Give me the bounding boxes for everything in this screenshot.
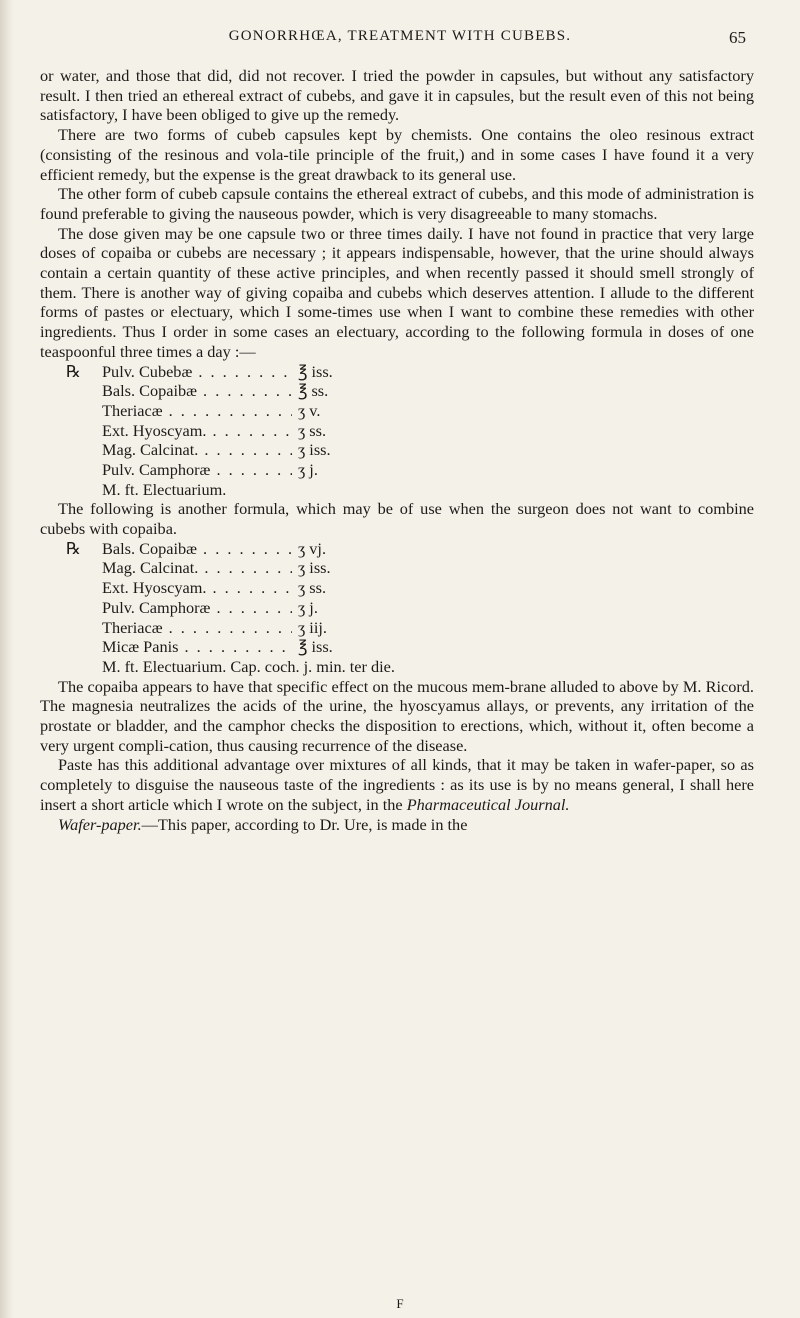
formula-closing: M. ft. Electuarium. [102,479,227,499]
ingredient-amount: ʒ ss. [298,578,327,598]
formula-1-row [40,381,754,401]
page-binding-edge [0,0,14,1318]
ingredient-amount: ʒ vj. [298,538,327,558]
formula-2-closing [40,657,754,677]
ingredient-amount: ʒ ss. [298,420,327,440]
ingredient-name: Pulv. Cubebæ . . . [102,362,292,382]
journal-title: Pharmaceutical Journal. [406,794,570,814]
ingredient-name: Mag. Calcinat. . . . [102,558,292,578]
paragraph-between: The following is another formula, which may be of use when the surgeon does not want to combine cubebs with copaiba. [40,499,754,539]
body-text [40,66,754,834]
formula-2-row [40,578,754,598]
ingredient-amount: ℥ iss. [298,361,333,381]
paragraph-3: The other form of cubeb capsule contains the ethereal extract of cubebs, and this mode of administration is found preferable to giving the nauseous powder, which is very disagreeable to many stomachs. [40,184,754,223]
recipe-symbol: ℞ [66,538,81,558]
ingredient-name: Pulv. Camphoræ . . . [102,460,292,480]
formula-1-row [40,401,754,421]
formula-2 [40,539,754,677]
paste-text: Paste has this additional advantage over mixtures of all kinds, that it may be taken in wafer-paper, so as completely to disguise the nauseous taste of the ingredients : as its use is by no means general, I shall here insert a short article which I wrote on the subject, in the [40,755,754,814]
ingredient-amount: ℥ iss. [298,637,333,657]
formula-2-row [40,637,754,657]
ingredient-name: Bals. Copaibæ . . . [102,381,292,401]
paragraph-after: The copaiba appears to have that specific effect on the mucous mem-brane alluded to above by M. Ricord. The magnesia neutralizes the acids of the urine, the hyoscyamus allays, or prevents, any irritation of the prostate or bladder, and the camphor checks the disposition to erections, which, without it, often become a very urgent compli-cation, thus causing recurrence of the disease. [40,676,754,755]
ingredient-amount: ʒ j. [298,459,318,479]
formula-1-row [40,362,754,382]
formula-1-row [40,460,754,480]
ingredient-name: Ext. Hyoscyam. . . . [102,578,292,598]
ingredient-name: Micæ Panis . . . [102,637,292,657]
ingredient-name: Theriacæ . . . [102,401,292,421]
page-number: 65 [729,28,746,47]
formula-1 [40,362,754,500]
ingredient-name: Bals. Copaibæ . . . [102,539,292,559]
ingredient-name: Mag. Calcinat. . . . [102,440,292,460]
ingredient-amount: ℥ ss. [298,381,329,401]
formula-1-closing [40,480,754,500]
wafer-lead: Wafer-paper. [58,814,142,834]
formula-1-row [40,440,754,460]
ingredient-name: Theriacæ . . . [102,618,292,638]
formula-2-row [40,598,754,618]
formula-2-row [40,618,754,638]
ingredient-name: Pulv. Camphoræ . . . [102,598,292,618]
ingredient-amount: ʒ iij. [298,617,327,637]
formula-1-row [40,421,754,441]
paragraph-wafer [40,815,754,835]
formula-2-row [40,539,754,559]
paragraph-4: The dose given may be one capsule two or three times daily. I have not found in practice that very large doses of copaiba or cubebs are necessary ; it appears indispensable, however, that the urine should always contain a certain quantity of these active principles, and when recently passed it should smell strongly of them. There is another way of giving copaiba and cubebs which deserves attention. I allude to the different forms of pastes or electuary, which I some-times use when I want to combine these remedies with other ingredients. Thus I order in some cases an electuary, according to the following formula in doses of one teaspoonful three times a day :— [40,223,754,361]
ingredient-amount: ʒ j. [298,597,318,617]
formula-2-row [40,558,754,578]
paragraph-2: There are two forms of cubeb capsules kept by chemists. One contains the oleo resinous extract (consisting of the resinous and vola-tile principle of the fruit,) and in some cases I have found it a very efficient remedy, but the expense is the great drawback to its general use. [40,125,754,184]
recipe-symbol: ℞ [66,361,81,381]
signature-mark: F [396,1296,404,1311]
ingredient-amount: ʒ v. [298,400,321,420]
ingredient-name: Ext. Hyoscyam. . . . [102,421,292,441]
running-head [0,28,800,52]
paragraph-1: or water, and those that did, did not recover. I tried the powder in capsules, but without any satisfactory result. I then tried an ethereal extract of cubebs, and gave it in capsules, but the result even of this not being satisfactory, I have been obliged to give up the remedy. [40,66,754,125]
running-title: GONORRHŒA, TREATMENT WITH CUBEBS. [228,28,572,44]
formula-closing: M. ft. Electuarium. Cap. coch. j. min. ter die. [102,656,395,676]
ingredient-amount: ʒ iss. [298,440,331,460]
wafer-text: —This paper, according to Dr. Ure, is made in the [141,814,468,834]
ingredient-amount: ʒ iss. [298,558,331,578]
paragraph-paste [40,755,754,814]
